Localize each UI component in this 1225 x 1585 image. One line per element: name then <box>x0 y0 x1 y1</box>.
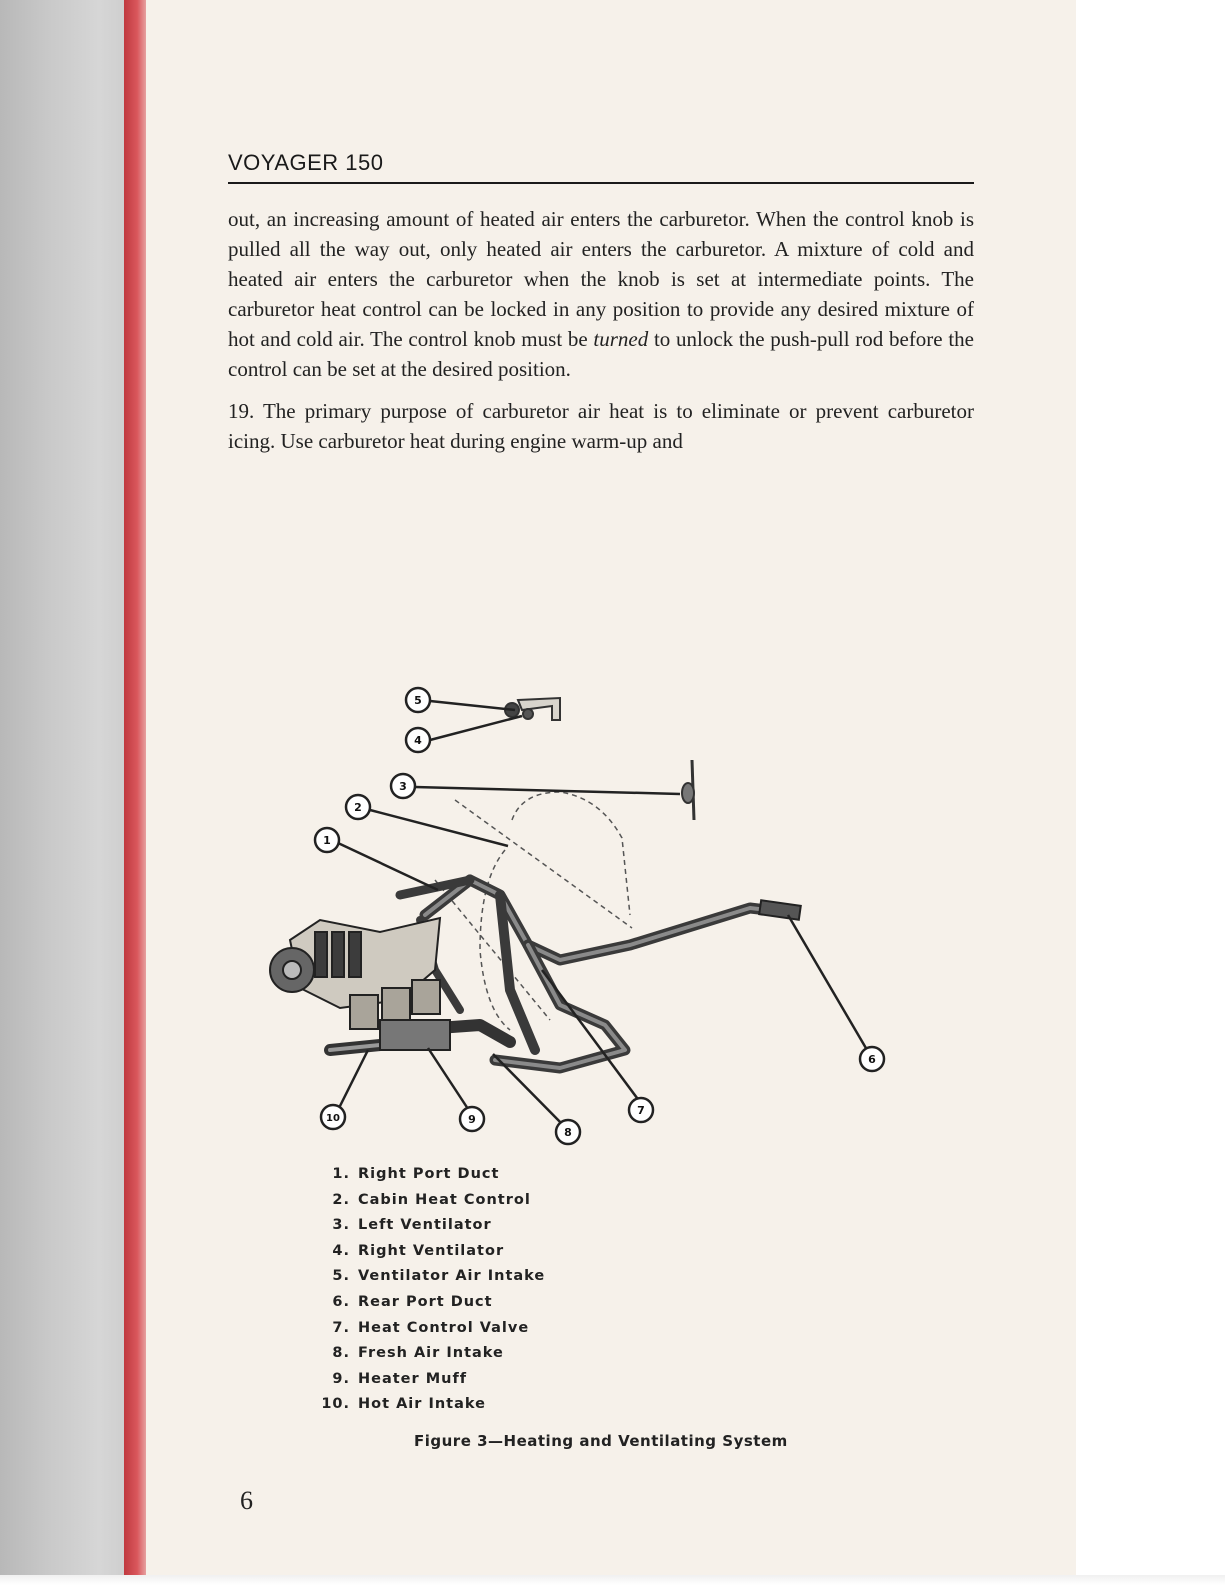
callout-8 <box>556 1120 580 1144</box>
legend-item <box>318 1341 545 1367</box>
legend-number: 6. <box>332 1293 350 1310</box>
callout-1 <box>315 828 339 852</box>
legend-item <box>318 1290 545 1316</box>
callout-label: 9 <box>468 1113 476 1126</box>
legend-item <box>318 1188 545 1214</box>
rear-port-outlet <box>759 900 801 919</box>
figure-legend <box>318 1162 545 1418</box>
legend-number: 3. <box>332 1217 350 1234</box>
legend-label: Heater Muff <box>358 1370 468 1387</box>
legend-number: 1. <box>332 1166 350 1182</box>
legend-label: Ventilator Air Intake <box>358 1268 546 1285</box>
callout-2 <box>346 795 370 819</box>
legend-label: Right Ventilator <box>358 1242 505 1259</box>
legend-item <box>318 1264 545 1290</box>
left-ventilator-part <box>682 760 694 820</box>
legend-label: Hot Air Intake <box>358 1396 486 1413</box>
book-spine <box>124 0 146 1585</box>
legend-label: Heat Control Valve <box>358 1319 530 1336</box>
legend-item <box>318 1213 545 1239</box>
legend-item <box>318 1316 545 1342</box>
callout-9 <box>460 1107 484 1131</box>
callout-label: 2 <box>354 801 362 814</box>
paragraph-carb-heat <box>228 204 974 384</box>
legend-label: Cabin Heat Control <box>358 1191 531 1208</box>
legend-label: Left Ventilator <box>358 1217 492 1234</box>
scan-edge <box>0 1575 1225 1585</box>
paragraph-text: out, an increasing amount of heated air enters the carburetor. When the control knob is pulled all the way out, only heated air enters the carburetor. A mixture of cold and heated air enters the carburetor when the knob is set at intermediate points. The carburetor heat control can be locked in any position to provide any desired mixture of hot and cold air. The control knob must be <box>228 207 974 351</box>
scan-margin <box>1076 0 1225 1585</box>
legend-item <box>318 1162 545 1188</box>
legend-label: Fresh Air Intake <box>358 1345 504 1362</box>
callout-10 <box>321 1105 345 1129</box>
callout-4 <box>406 728 430 752</box>
callout-3 <box>391 774 415 798</box>
legend-number: 8. <box>332 1345 350 1362</box>
callout-label: 4 <box>414 734 422 747</box>
scan-background <box>0 0 124 1585</box>
emphasis-word: turned <box>593 327 649 351</box>
callout-6 <box>860 1047 884 1071</box>
callout-label: 8 <box>564 1126 572 1139</box>
callout-5 <box>406 688 430 712</box>
legend-number: 2. <box>332 1191 350 1208</box>
legend-number: 7. <box>332 1319 350 1336</box>
paragraph-text: to unlock the push-pull rod before the control can be set at the desired position. <box>228 327 974 381</box>
legend-number: 10. <box>321 1396 350 1413</box>
callout-label: 7 <box>637 1104 645 1117</box>
heating-system-diagram <box>260 670 900 1170</box>
callout-label: 5 <box>414 694 422 707</box>
page-number: 6 <box>240 1486 253 1515</box>
callout-7 <box>629 1098 653 1122</box>
legend-item <box>318 1392 545 1418</box>
callout-label: 1 <box>323 834 331 847</box>
figure-caption: Figure 3—Heating and Ventilating System <box>414 1432 788 1450</box>
callout-label: 3 <box>399 780 407 793</box>
body-text <box>228 204 974 468</box>
legend-label: Rear Port Duct <box>358 1293 493 1310</box>
legend-label: Right Port Duct <box>358 1166 500 1182</box>
cabin-outline <box>435 792 632 1030</box>
callout-label: 10 <box>326 1113 340 1124</box>
running-head: VOYAGER 150 <box>228 150 974 184</box>
callout-label: 6 <box>868 1053 876 1066</box>
legend-item <box>318 1367 545 1393</box>
legend-item <box>318 1239 545 1265</box>
paragraph-19: 19. The primary purpose of carburetor air heat is to eliminate or prevent carburetor icing. Use carburetor heat during engine warm-up and <box>228 399 974 453</box>
engine-drawing <box>270 918 450 1050</box>
legend-number: 9. <box>332 1370 350 1387</box>
legend-number: 5. <box>332 1268 350 1285</box>
legend-number: 4. <box>332 1242 350 1259</box>
